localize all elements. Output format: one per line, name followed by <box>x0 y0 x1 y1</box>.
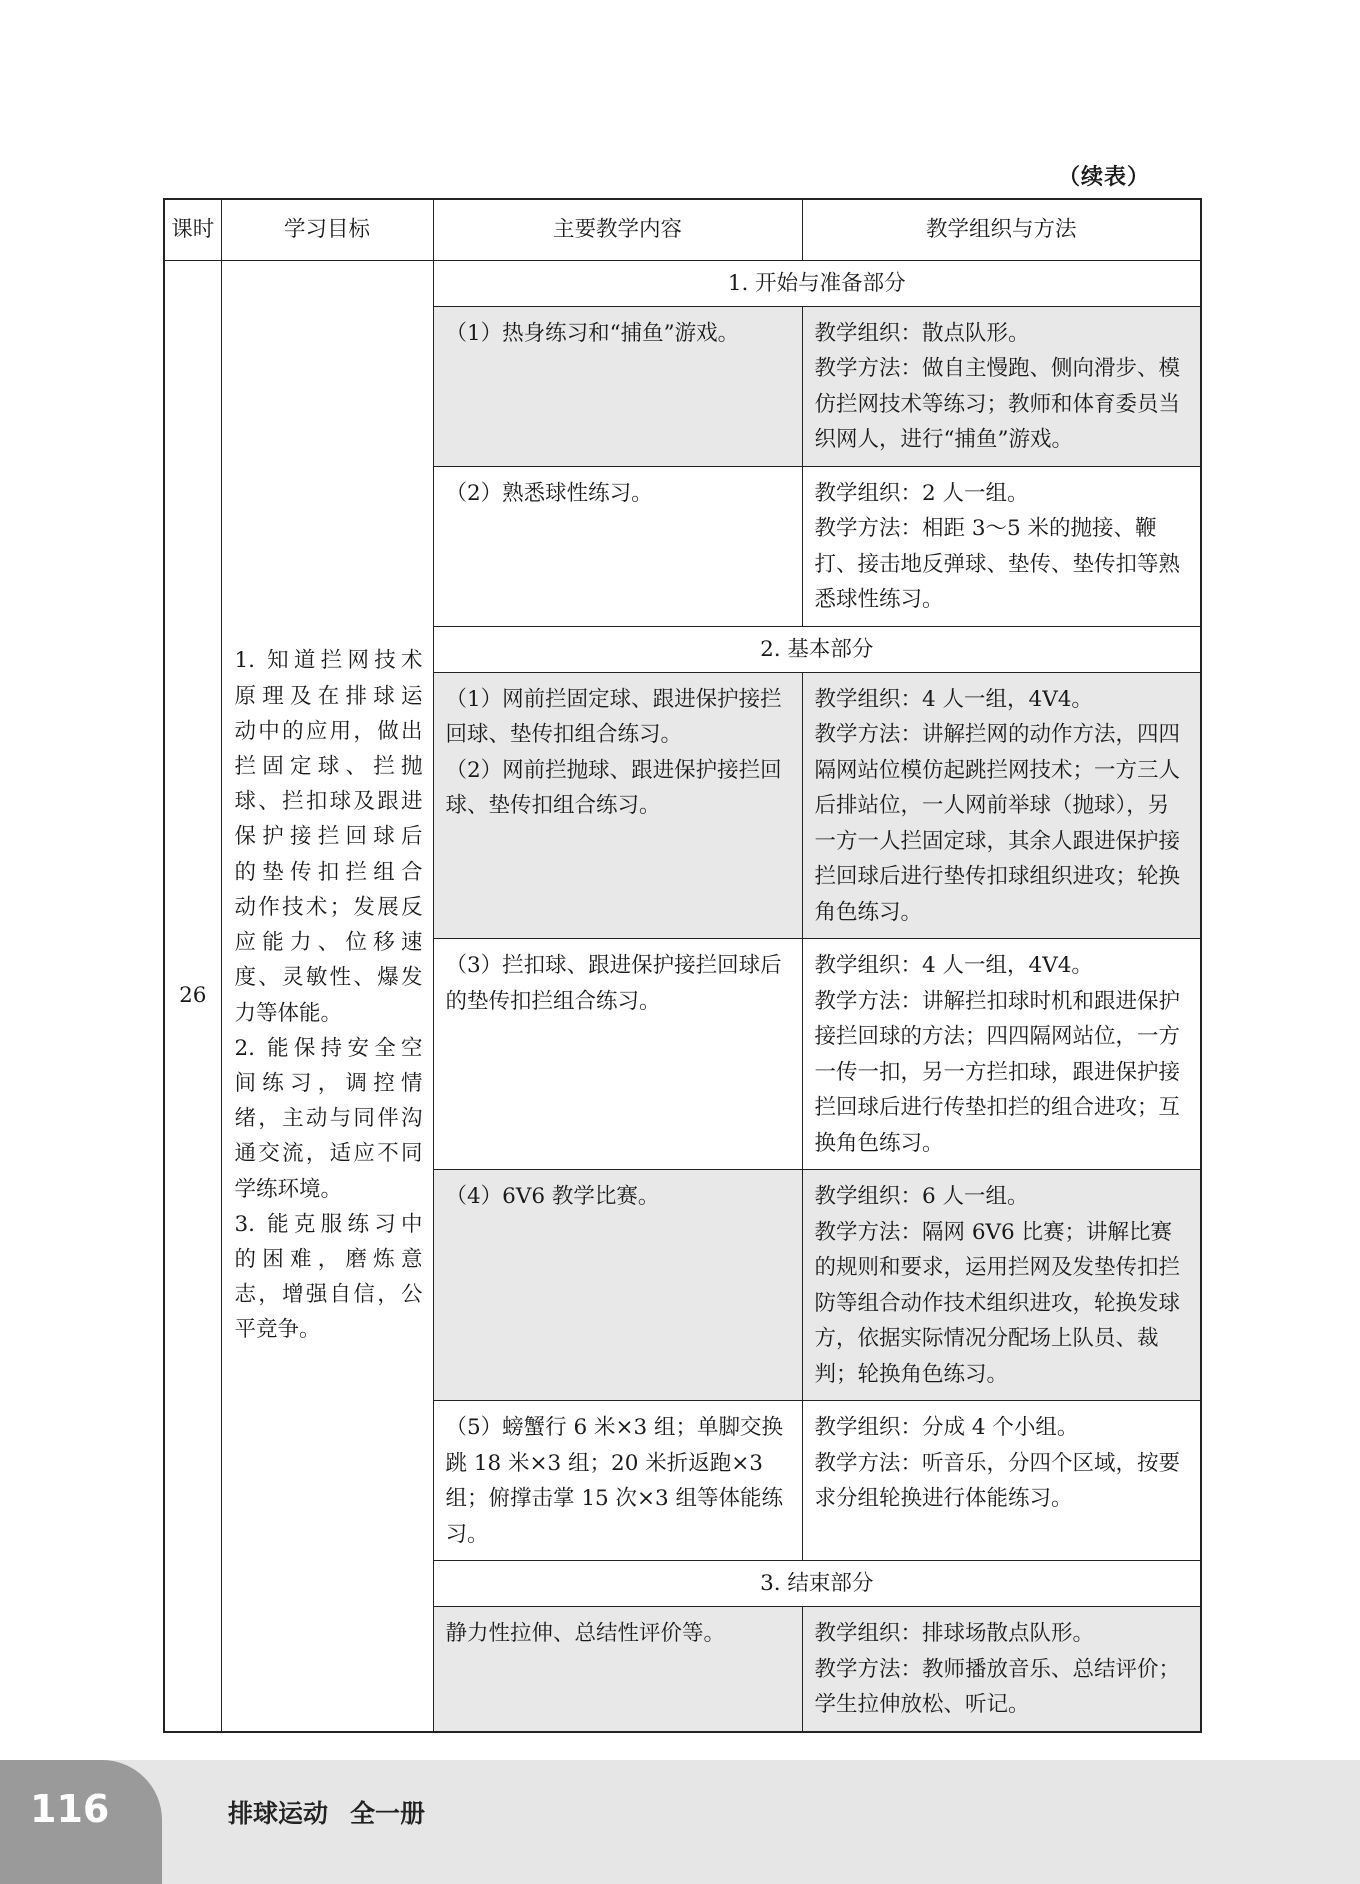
book-title <box>228 1794 447 1830</box>
goal-line: 拦固定球、拦抛 <box>234 754 423 780</box>
section-row <box>164 260 1201 306</box>
method-cell <box>802 939 1201 1170</box>
method-organization: 教学组织：排球场散点队形。 <box>814 1621 1095 1646</box>
method-organization: 教学组织：6 人一组。 <box>814 1184 1029 1209</box>
header-content: 主要教学内容 <box>433 199 802 260</box>
method-description: 教学方法：讲解拦网的动作方法，四四隔网站位模仿起跳拦网技术；一方三人后排站位，一人网前举球（抛球），另一方一人拦固定球，其余人跟进保护接拦回球后进行垫传扣球组织进攻；轮换角色练习。 <box>814 722 1181 925</box>
goal-line: 学练环境。 <box>234 1176 343 1202</box>
content-cell <box>433 306 802 466</box>
content-cell <box>433 672 802 939</box>
method-cell <box>802 1170 1201 1401</box>
method-organization: 教学组织：4 人一组，4V4。 <box>814 953 1093 978</box>
table-header-row <box>164 199 1201 260</box>
method-description: 教学方法：隔网 6V6 比赛；讲解比赛的规则和要求，运用拦网及发垫传扣拦防等组合动作技术组织进攻，轮换发球方，依据实际情况分配场上队员、裁判；轮换角色练习。 <box>814 1219 1181 1387</box>
section-title: 3. 结束部分 <box>433 1561 1201 1607</box>
method-description: 教学方法：相距 3～5 米的抛接、鞭打、接击地反弹球、垫传、垫传扣等熟悉球性练习。 <box>814 516 1181 612</box>
method-description: 教学方法：教师播放音乐、总结评价；学生拉伸放松、听记。 <box>814 1656 1181 1717</box>
goal-line: 的垫传扣拦组合 <box>234 859 423 885</box>
page-number: 116 <box>30 1787 110 1831</box>
section-title: 2. 基本部分 <box>433 626 1201 672</box>
goal-line: 球、拦扣球及跟进 <box>234 789 423 815</box>
content-text: （3）拦扣球、跟进保护接拦回球后的垫传扣拦组合练习。 <box>445 953 782 1014</box>
goal-line: 应能力、位移速 <box>234 930 423 956</box>
book-title-text: 排球运动 <box>228 1799 329 1828</box>
method-cell <box>802 1401 1201 1561</box>
goal-line: 3. 能克服练习中 <box>234 1211 423 1237</box>
method-organization: 教学组织：分成 4 个小组。 <box>814 1415 1079 1440</box>
header-method: 教学组织与方法 <box>802 199 1201 260</box>
content-text: （2）网前拦抛球、跟进保护接拦回球、垫传扣组合练习。 <box>445 757 782 818</box>
method-cell <box>802 672 1201 939</box>
goal-line: 平竞争。 <box>234 1317 321 1343</box>
content-text: （5）螃蟹行 6 米×3 组；单脚交换跳 18 米×3 组；20 米折返跑×3 组；俯撑击掌 15 次×3 组等体能练习。 <box>445 1415 784 1547</box>
hour-cell: 26 <box>164 260 221 1732</box>
method-organization: 教学组织：2 人一组。 <box>814 480 1029 506</box>
goal-line: 保护接拦回球后 <box>234 824 423 850</box>
continued-label: （续表） <box>1057 165 1150 190</box>
footer-bar <box>0 1760 1360 1884</box>
goal-line: 力等体能。 <box>234 1000 343 1026</box>
content-cell <box>433 466 802 626</box>
method-description: 教学方法：讲解拦扣球时机和跟进保护接拦回球的方法；四四隔网站位，一方一传一扣，另一方拦扣球，跟进保护接拦回球后进行传垫扣拦的组合进攻；互换角色练习。 <box>814 988 1181 1156</box>
goal-line: 通交流，适应不同 <box>234 1141 423 1167</box>
method-organization: 教学组织：4 人一组，4V4。 <box>814 686 1093 712</box>
book-volume-text: 全一册 <box>350 1799 426 1828</box>
goal-line: 2. 能保持安全空 <box>234 1035 423 1061</box>
goal-line: 的困难，磨炼意 <box>234 1246 423 1272</box>
content-cell <box>433 939 802 1170</box>
method-description: 教学方法：听音乐，分四个区域，按要求分组轮换进行体能练习。 <box>814 1450 1181 1511</box>
goals-cell <box>221 260 433 1732</box>
header-hour: 课时 <box>164 199 221 260</box>
content-text: （4）6V6 教学比赛。 <box>445 1184 660 1209</box>
goal-line: 原理及在排球运 <box>234 683 423 709</box>
content-cell <box>433 1401 802 1561</box>
content-text: （2）熟悉球性练习。 <box>445 480 653 506</box>
lesson-plan-table <box>163 198 1202 1733</box>
goal-line: 动作技术；发展反 <box>234 894 423 920</box>
goal-line: 度、灵敏性、爆发 <box>234 965 423 991</box>
section-title: 1. 开始与准备部分 <box>433 260 1201 306</box>
method-description: 教学方法：做自主慢跑、侧向滑步、模仿拦网技术等练习；教师和体育委员当织网人，进行“捕鱼”游戏。 <box>814 356 1181 452</box>
goal-line: 动中的应用，做出 <box>234 718 423 744</box>
content-cell <box>433 1607 802 1732</box>
header-goals: 学习目标 <box>221 199 433 260</box>
content-text: （1）网前拦固定球、跟进保护接拦回球、垫传扣组合练习。 <box>445 686 782 747</box>
goal-line: 间练习，调控情 <box>234 1070 423 1096</box>
method-organization: 教学组织：散点队形。 <box>814 320 1030 346</box>
goal-line: 志，增强自信，公 <box>234 1282 423 1308</box>
method-cell <box>802 466 1201 626</box>
goal-line: 1. 知道拦网技术 <box>234 648 423 674</box>
content-text: 静力性拉伸、总结性评价等。 <box>445 1621 726 1646</box>
goal-line: 绪，主动与同伴沟 <box>234 1106 423 1132</box>
method-cell <box>802 306 1201 466</box>
content-cell <box>433 1170 802 1401</box>
method-cell <box>802 1607 1201 1732</box>
content-text: （1）热身练习和“捕鱼”游戏。 <box>445 320 740 346</box>
